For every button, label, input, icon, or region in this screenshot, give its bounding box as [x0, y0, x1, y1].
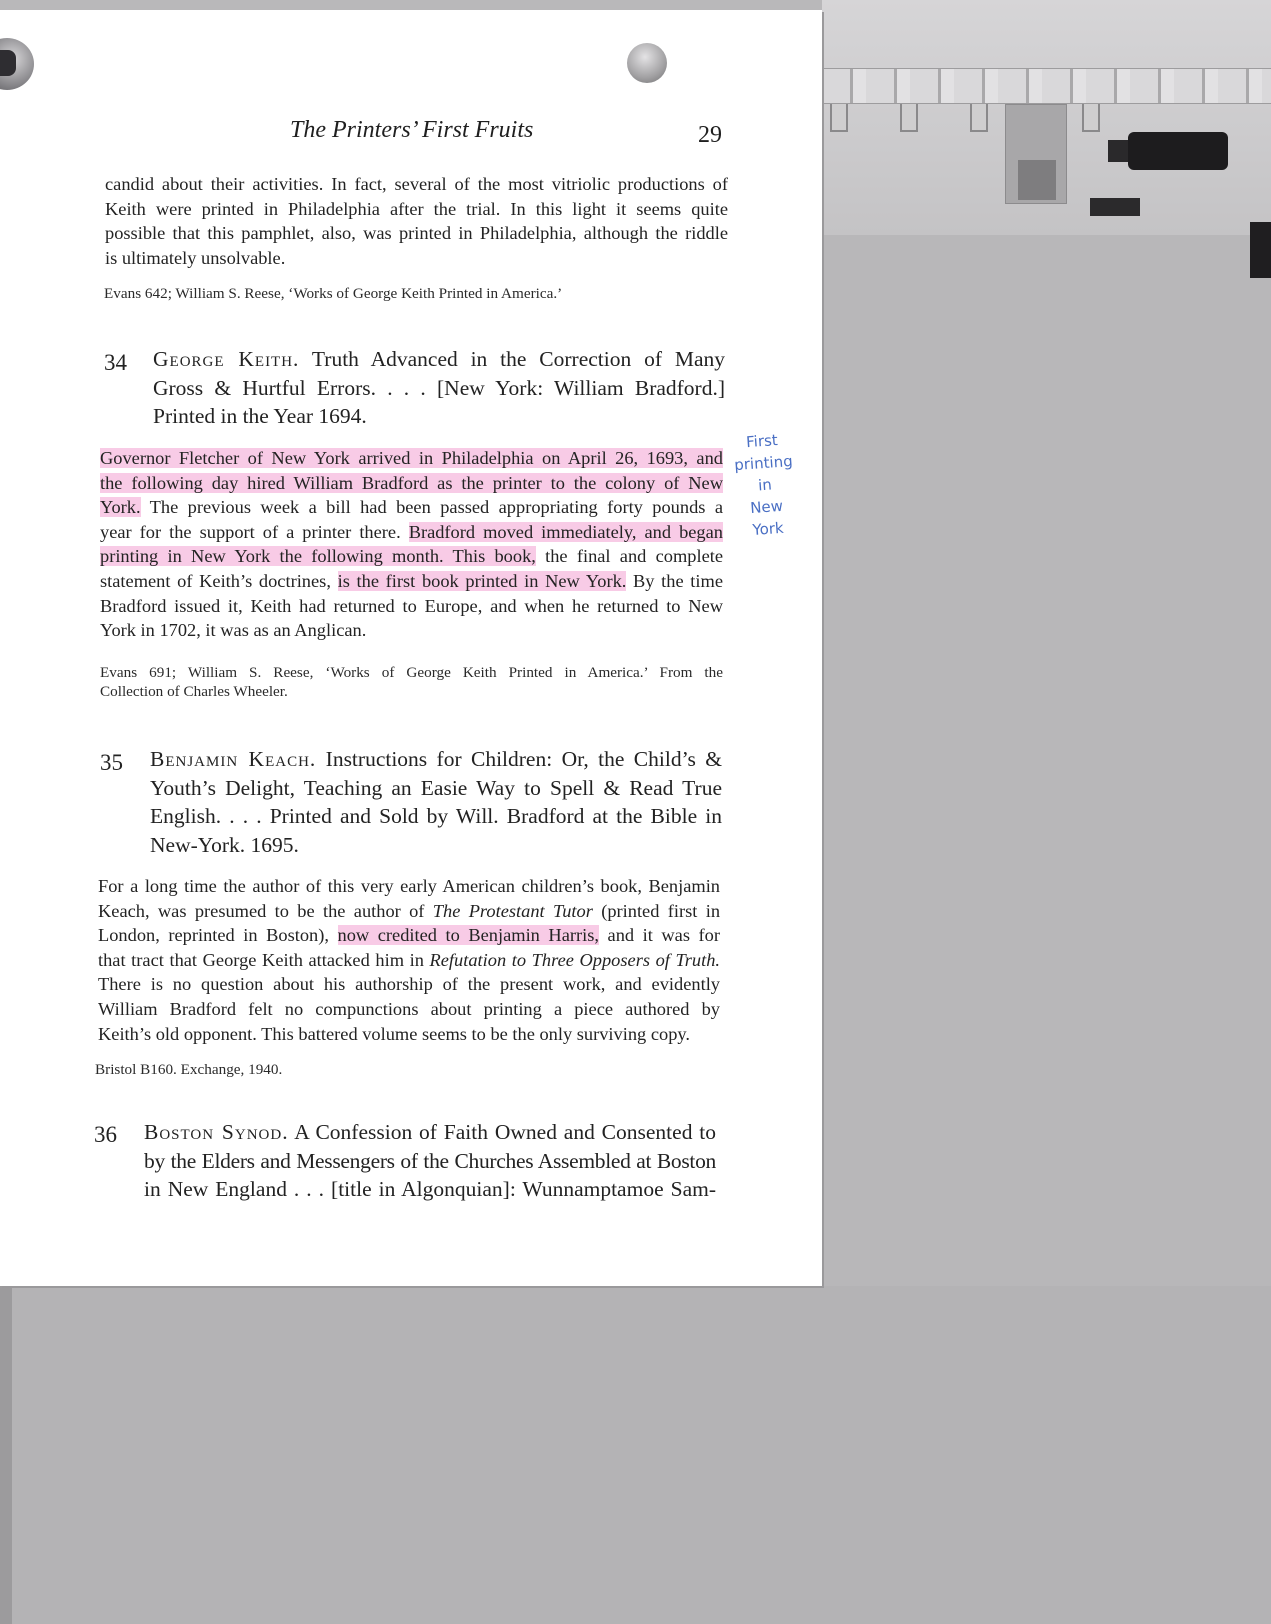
- paragraph-line: There is no question about his authorship of the present work, and evidently: [98, 974, 720, 995]
- paragraph-line: York in 1702, it was as an Anglican.: [100, 620, 367, 641]
- highlighted-text: Governor Fletcher of New York arrived in Philadelphia on April 26, 1693, and: [100, 448, 723, 468]
- paragraph-line: possible that this pamphlet, also, was printed in Philadelphia, although the riddle: [105, 223, 728, 244]
- scanner-clip: [830, 104, 848, 132]
- scanner-edge-strip: [0, 1286, 12, 1624]
- running-head: The Printers’ First Fruits: [290, 117, 534, 143]
- entry-number: 34: [104, 350, 127, 375]
- title-line: A Confession of Faith Owned and Consented to: [294, 1120, 717, 1144]
- scanner-clip: [970, 104, 988, 132]
- highlighted-text: Bradford moved immediately, and began: [408, 521, 723, 542]
- title-line: Youth’s Delight, Teaching an Easie Way to Spell & Read True: [150, 775, 722, 800]
- scanner-roller: [1128, 132, 1228, 170]
- scanner-mechanism-inner: [1018, 160, 1056, 200]
- entry-title: [144, 1118, 716, 1204]
- scanner-notch: [1250, 222, 1271, 278]
- paragraph-text: Keach, was presumed to be the author of: [98, 900, 433, 921]
- highlighted-text: printing in New York the following month. This book,: [100, 546, 536, 567]
- scanner-clip: [900, 104, 918, 132]
- entry-title: [150, 745, 722, 859]
- entry-author: Boston Synod.: [144, 1120, 289, 1144]
- entry-author: George Keith.: [153, 347, 300, 371]
- paragraph-line: Keith were printed in Philadelphia after the trial. In this light it seems quite: [105, 198, 728, 219]
- paragraph-text: (printed first in: [592, 900, 721, 921]
- entry-author: Benjamin Keach.: [150, 747, 317, 771]
- highlighted-text: now credited to Benjamin Harris,: [337, 925, 599, 946]
- paragraph-text: London, reprinted in Boston),: [98, 925, 338, 946]
- scanned-page: [0, 10, 822, 1286]
- highlighted-text: is the first book printed in New York.: [337, 570, 627, 591]
- entry-number: 36: [94, 1122, 117, 1147]
- entry-title: [153, 345, 725, 431]
- scanner-bed: [822, 235, 1271, 1286]
- highlighted-text: York.: [100, 497, 141, 518]
- scanner-clip: [1082, 104, 1100, 132]
- title-line: Printed in the Year 1694.: [153, 404, 367, 428]
- paragraph-text: By the time: [626, 570, 723, 591]
- title-line: in New England . . . [title in Algonquian]: Wunnamptamoe Sam-: [144, 1177, 716, 1201]
- scanner-bed-lower: [0, 1286, 1271, 1624]
- paragraph-text: the final and complete: [535, 546, 724, 567]
- page-content: [0, 10, 822, 1286]
- reference-note: Bristol B160. Exchange, 1940.: [95, 1061, 283, 1078]
- paragraph-text: The previous week a bill had been passed appropriating forty pounds a: [140, 497, 723, 518]
- title-line: by the Elders and Messengers of the Churches Assembled at Boston: [144, 1148, 716, 1173]
- scanner-rail: [822, 68, 1271, 104]
- italic-title: Refutation to Three Opposers of Truth.: [429, 949, 720, 970]
- paragraph-line: Bradford issued it, Keith had returned to Europe, and when he returned to New: [100, 595, 723, 616]
- title-line: Instructions for Children: Or, the Child’s &: [325, 747, 722, 771]
- paragraph-line: William Bradford felt no compunctions about printing a piece authored by: [98, 998, 720, 1019]
- scanner-slot: [1090, 198, 1140, 216]
- paragraph-line: For a long time the author of this very early American children’s book, Benjamin: [98, 876, 720, 896]
- continuation-paragraph: [105, 172, 728, 270]
- title-line: Gross & Hurtful Errors. . . . [New York: William Bradford.]: [153, 375, 725, 400]
- paragraph-line: Keith’s old opponent. This battered volume seems to be the only surviving copy.: [98, 1023, 690, 1044]
- title-line: New-York. 1695.: [150, 832, 299, 857]
- reference-note: Evans 691; William S. Reese, ‘Works of George Keith Printed in America.’ From the Collection of Charles Wheeler.: [100, 664, 723, 700]
- paragraph-text: and it was for: [598, 925, 720, 946]
- paragraph-line: is ultimately unsolvable.: [105, 247, 286, 268]
- paragraph-text: year for the support of a printer there.: [100, 521, 409, 542]
- entry-34-paragraph: [100, 446, 723, 643]
- title-line: English. . . . Printed and Sold by Will. Bradford at the Bible in: [150, 804, 722, 828]
- title-line: Truth Advanced in the Correction of Many: [311, 347, 725, 371]
- paragraph-text: that tract that George Keith attacked him in: [98, 949, 430, 970]
- entry-number: 35: [100, 750, 123, 775]
- italic-title: The Protestant Tutor: [432, 900, 593, 921]
- handwritten-margin-note: First printing in New York: [733, 431, 794, 539]
- paragraph-line: candid about their activities. In fact, several of the most vitriolic productions of: [105, 174, 728, 194]
- paragraph-text: statement of Keith’s doctrines,: [100, 570, 338, 591]
- entry-35-paragraph: [98, 874, 720, 1046]
- reference-note: Evans 642; William S. Reese, ‘Works of George Keith Printed in America.’: [104, 285, 563, 302]
- page-number: 29: [698, 122, 722, 148]
- highlighted-text: the following day hired William Bradford as the printer to the colony of New: [100, 472, 723, 493]
